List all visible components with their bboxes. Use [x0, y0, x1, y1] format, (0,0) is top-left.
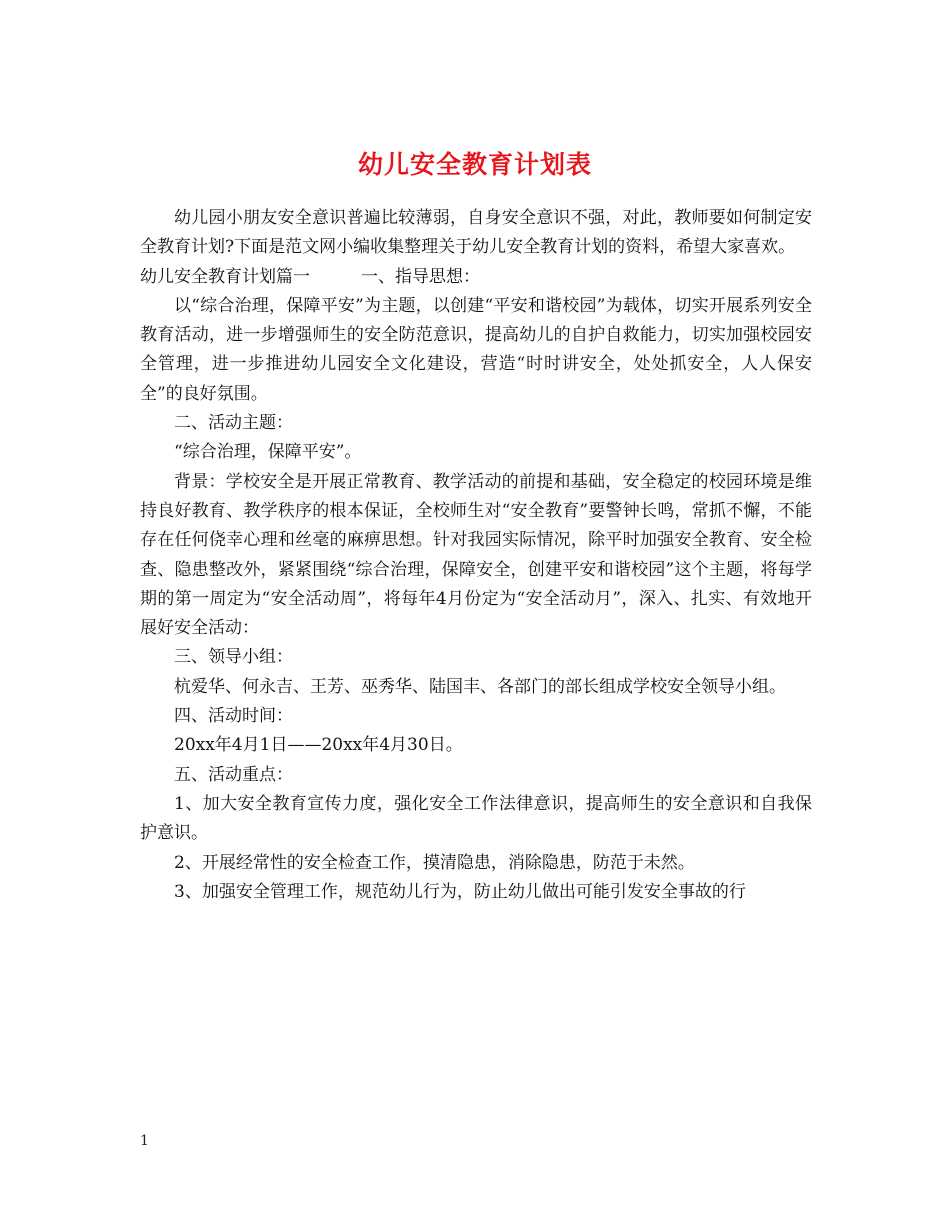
paragraph-focus-3: 3、加强安全管理工作，规范幼儿行为，防止幼儿做出可能引发安全事故的行	[174, 881, 746, 902]
paragraph-time-heading: 四、活动时间：	[174, 706, 293, 727]
paragraph-leadership-heading: 三、领导小组：	[174, 647, 293, 668]
paragraph-time: 20xx年4月1日——20xx年4月30日。	[174, 735, 463, 756]
paragraph-focus-2: 2、开展经常性的安全检查工作，摸清隐患，消除隐患，防范于未然。	[174, 852, 695, 873]
paragraph-focus-heading: 五、活动重点：	[174, 764, 293, 785]
paragraph-leadership: 杭爱华、何永吉、王芳、巫秀华、陆国丰、各部门的部长组成学校安全领导小组。	[174, 676, 786, 697]
document-body	[140, 204, 812, 907]
paragraph-guiding-idea: 以“综合治理，保障平安”为主题，以创建“平安和谐校园”为载体，切实开展系列安全教育活动，进一步增强师生的安全防范意识，提高幼儿的自护自救能力，切实加强校园安全管理，进一步推进幼儿园安全文化建设，营造“时时讲安全，处处抓安全，人人保安全”的良好氛围。	[140, 295, 812, 404]
paragraph-theme-heading: 二、活动主题：	[174, 413, 293, 434]
paragraph-background: 背景：学校安全是开展正常教育、教学活动的前提和基础，安全稳定的校园环境是维持良好教育、教学秩序的根本保证，全校师生对“安全教育”要警钟长鸣，常抓不懈，不能存在任何侥幸心理和丝毫的麻痹思想。针对我园实际情况，除平时加强安全教育、安全检查、隐患整改外，紧紧围绕“综合治理，保障安全，创建平安和谐校园”这个主题，将每学期的第一周定为“安全活动周”，将每年4月份定为“安全活动月”，深入、扎实、有效地开展好安全活动：	[140, 471, 812, 639]
page-number: 1	[140, 1133, 149, 1149]
paragraph-intro: 幼儿园小朋友安全意识普遍比较薄弱，自身安全意识不强，对此，教师要如何制定安全教育计划?下面是范文网小编收集整理关于幼儿安全教育计划的资料，希望大家喜欢。	[140, 208, 812, 258]
document-title: 幼儿安全教育计划表	[357, 149, 592, 179]
paragraph-focus-1: 1、加大安全教育宣传力度，强化安全工作法律意识，提高师生的安全意识和自我保护意识。	[140, 793, 812, 844]
paragraph-section-heading: 幼儿安全教育计划篇一 一、指导思想：	[140, 266, 480, 287]
paragraph-theme: “综合治理，保障平安”。	[174, 442, 362, 463]
